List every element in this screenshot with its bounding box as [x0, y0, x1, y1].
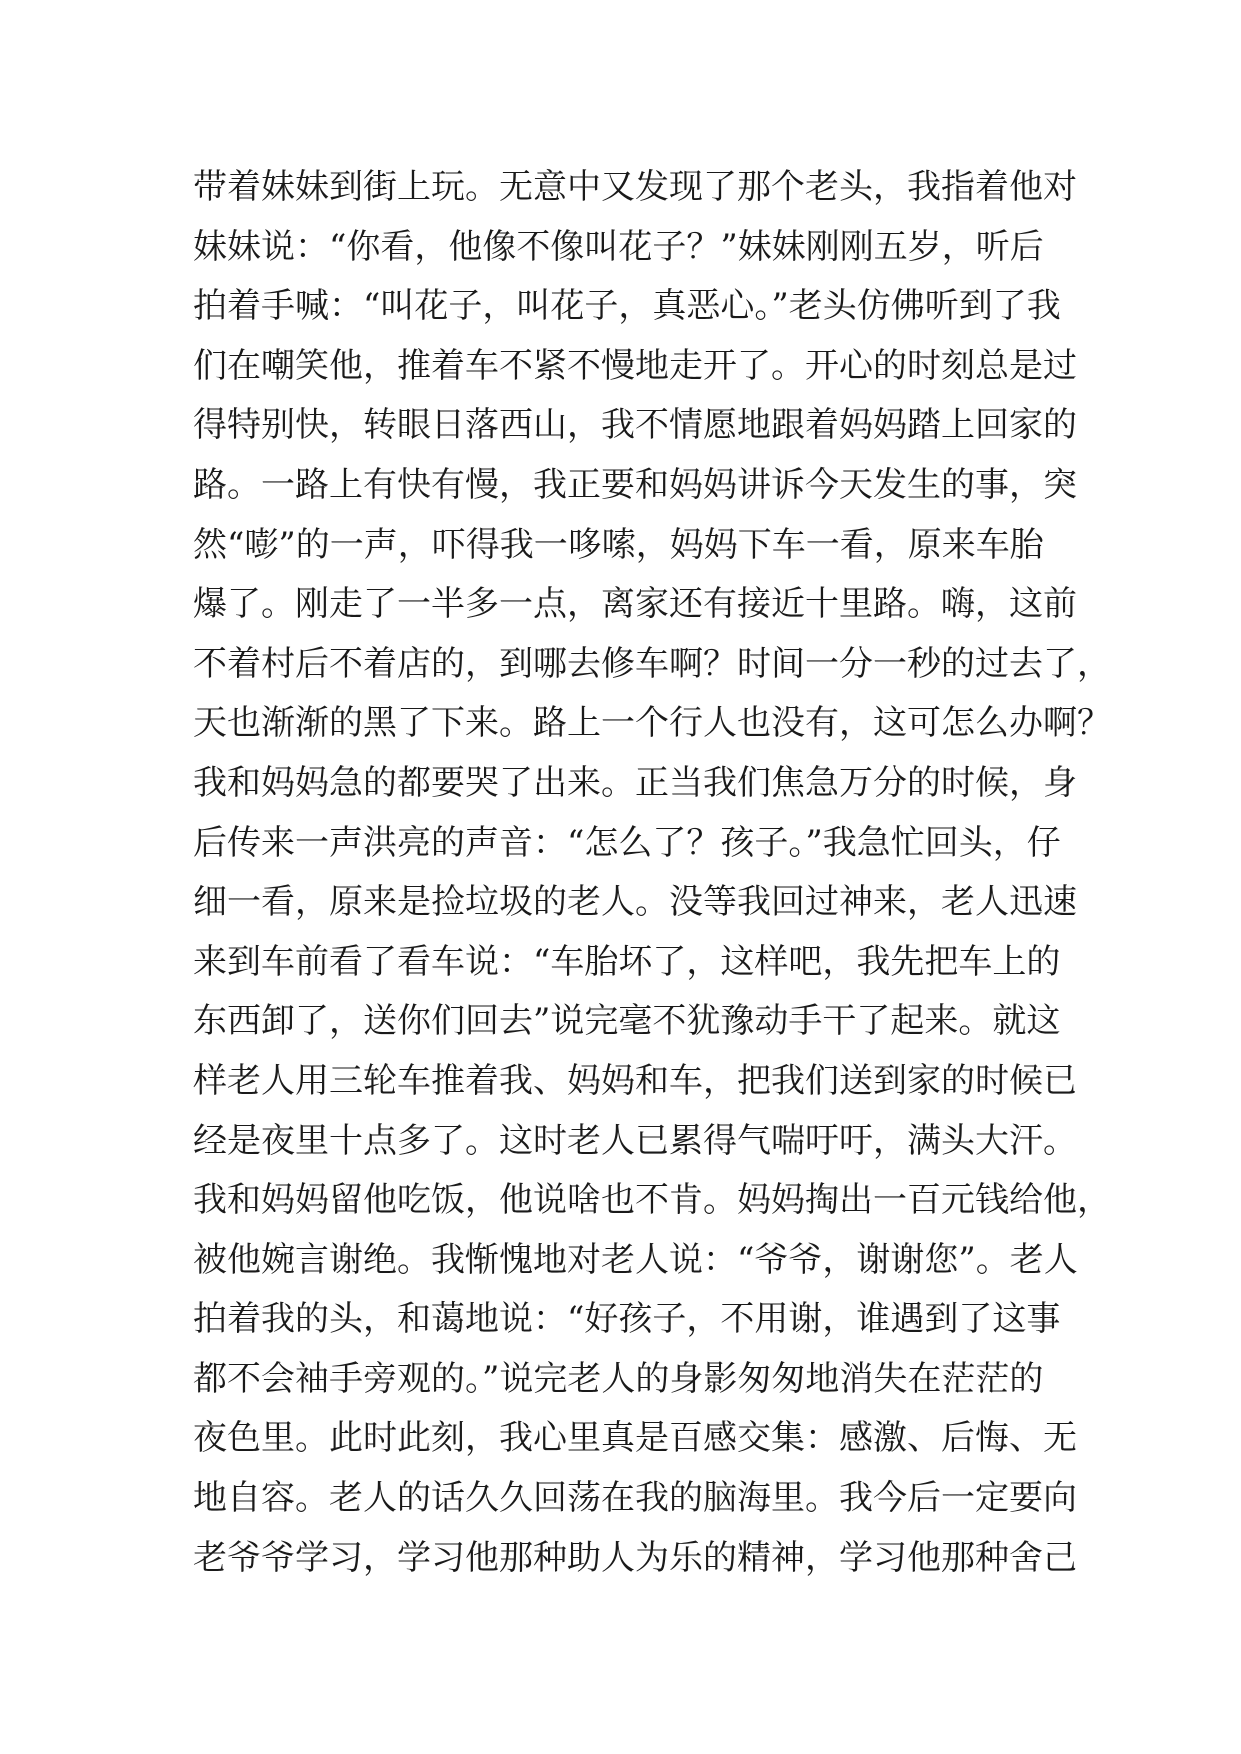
text-line: 然“嘭”的一声，吓得我一哆嗦，妈妈下车一看，原来车胎: [193, 524, 1044, 565]
text-line: 我和妈妈急的都要哭了出来。正当我们焦急万分的时候，身: [193, 762, 1077, 803]
text-line: 不着村后不着店的，到哪去修车啊？时间一分一秒的过去了，: [193, 643, 1111, 684]
text-line: 来到车前看了看车说：“车胎坏了，这样吧，我先把车上的: [193, 941, 1061, 982]
text-line: 东西卸了，送你们回去”说完毫不犹豫动手干了起来。就这: [193, 1001, 1061, 1042]
text-line: 妹妹说：“你看，他像不像叫花子？”妹妹刚刚五岁，听后: [193, 226, 1044, 267]
text-line: 带着妹妹到街上玩。无意中又发现了那个老头，我指着他对: [193, 167, 1077, 207]
text-line: 我和妈妈留他吃饭，他说啥也不肯。妈妈掏出一百元钱给他，: [193, 1180, 1111, 1221]
text-line: 爆了。刚走了一半多一点，离家还有接近十里路。嗨，这前: [193, 584, 1077, 625]
text-line: 们在嘲笑他，推着车不紧不慢地走开了。开心的时刻总是过: [193, 345, 1077, 386]
text-line: 后传来一声洪亮的声音：“怎么了？孩子。”我急忙回头，仔: [193, 822, 1061, 863]
text-line: 老爷爷学习，学习他那种助人为乐的精神，学习他那种舍己: [193, 1537, 1077, 1578]
text-line: 天也渐渐的黑了下来。路上一个行人也没有，这可怎么办啊？: [193, 703, 1111, 744]
text-line: 拍着手喊：“叫花子，叫花子，真恶心。”老头仿佛听到了我: [193, 286, 1061, 327]
text-line: 得特别快，转眼日落西山，我不情愿地跟着妈妈踏上回家的: [193, 405, 1077, 446]
text-line: 经是夜里十点多了。这时老人已累得气喘吁吁，满头大汗。: [193, 1120, 1077, 1161]
text-line: 夜色里。此时此刻，我心里真是百感交集：感激、后悔、无: [193, 1418, 1077, 1459]
text-line: 细一看，原来是捡垃圾的老人。没等我回过神来，老人迅速: [193, 882, 1077, 923]
text-line: 地自容。老人的话久久回荡在我的脑海里。我今后一定要向: [193, 1478, 1077, 1519]
text-line: 拍着我的头，和蔼地说：“好孩子，不用谢，谁遇到了这事: [193, 1299, 1061, 1340]
text-line: 被他婉言谢绝。我惭愧地对老人说：“爷爷，谢谢您”。老人: [193, 1239, 1078, 1280]
text-line: 都不会袖手旁观的。”说完老人的身影匆匆地消失在茫茫的: [193, 1358, 1044, 1399]
text-line: 路。一路上有快有慢，我正要和妈妈讲诉今天发生的事，突: [193, 464, 1077, 505]
body-text: [193, 158, 1111, 1588]
text-line: 样老人用三轮车推着我、妈妈和车，把我们送到家的时候已: [193, 1060, 1077, 1101]
